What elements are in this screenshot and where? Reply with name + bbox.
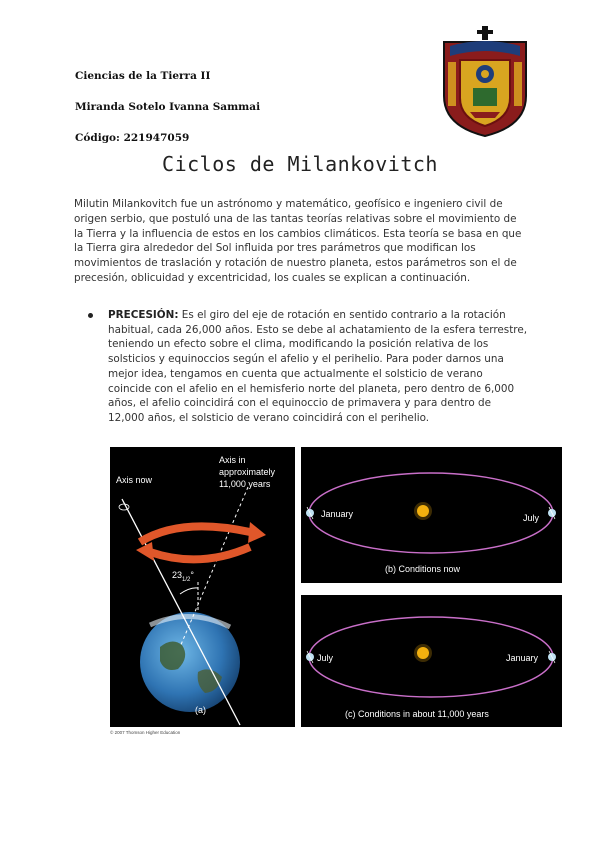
axis-future-label-2: approximately [219, 467, 276, 477]
tilt-angle-label: $23_{1/2}^\circ$ [172, 570, 194, 583]
figure-panel-b [301, 447, 562, 583]
university-crest-icon [440, 26, 530, 138]
bullet-text: Es el giro del eje de rotación en sentido contrario a la rotación habitual, cada 26,000 años. Esto se debe al achatamiento de la esfera terrestre, teniendo un efecto sobre el clima, modificando la posición relativa de los solsticios y equinoccios según el afelio y el perihelio. Para poder darnos una mejor idea, tengamos en cuenta que actualmente el solsticio de verano coincide con el afelio en el hemisferio norte del planeta, pero dentro de 6,000 años, el afelio coincidirá con el equinoccio de primavera y para dentro de 12,000 años, el solsticio de verano coincidirá con el perihelio. [108, 309, 528, 424]
panel-b-caption: (b) Conditions now [385, 564, 461, 574]
july-label-c: July [317, 653, 334, 663]
rotation-arrow-bottom [150, 547, 250, 559]
course-name: Ciencias de la Tierra II [75, 70, 211, 82]
page-title: Ciclos de Milankovitch [162, 152, 438, 176]
january-label-c: January [506, 653, 539, 663]
panel-c-caption: (c) Conditions in about 11,000 years [345, 709, 489, 719]
axis-now-label: Axis now [116, 475, 153, 485]
student-code: Código: 221947059 [75, 132, 190, 144]
bullet-term: PRECESIÓN: [108, 309, 179, 321]
student-name: Miranda Sotelo Ivanna Sammai [75, 101, 261, 113]
precession-bullet [108, 308, 528, 426]
figure-panel-c [301, 595, 562, 727]
intro-paragraph: Milutin Milankovitch fue un astrónomo y matemático, geofísico e ingeniero civil de origen serbio, que postuló una de las tantas teorías relativas sobre el movimiento de la Tierra y la influencia de estos en los cambios climáticos. Esta teoría se basa en que la Tierra gira alrededor del Sol influida por tres parámetros que modifican los movimientos de traslación y rotación de nuestro planeta, estos parámetros son el de precesión, oblicuidad y excentricidad, los cuales se explican a continuación. [74, 198, 522, 284]
axis-future-label-3: 11,000 years [219, 479, 271, 489]
header-block [75, 70, 405, 163]
figure-panel-a [110, 447, 295, 727]
july-label-b: July [523, 513, 540, 523]
bullet-dot-icon [88, 313, 93, 318]
panel-a-label: (a) [195, 705, 206, 715]
axis-future-label-1: Axis in [219, 455, 246, 465]
figure-credit: © 2007 Thomson Higher Education [110, 730, 181, 735]
january-label-b: January [321, 509, 354, 519]
rotation-arrow-top [140, 526, 250, 542]
